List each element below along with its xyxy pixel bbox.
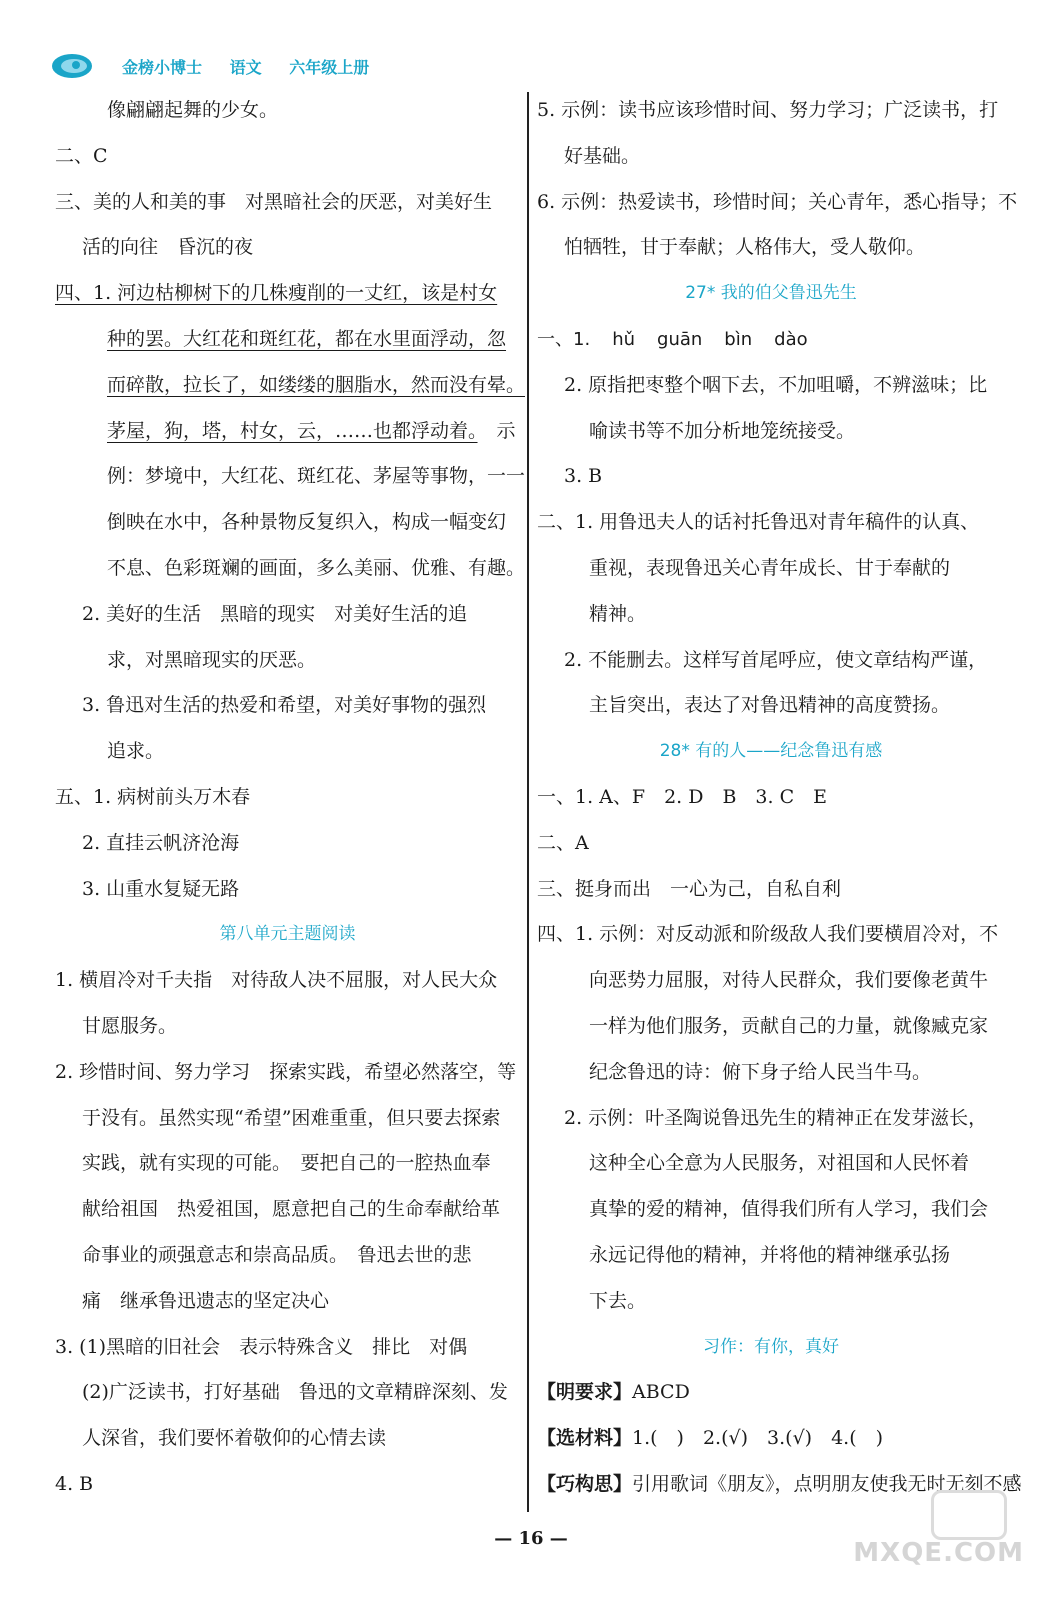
answer-text: 示 (477, 419, 516, 442)
answer-line: 这种全心全意为人民服务，对祖国和人民怀着 (589, 1152, 970, 1175)
answer-line (55, 409, 520, 455)
answer-line: 四、1. 示例：对反动派和阶级敌人我们要横眉冷对，不 (537, 923, 999, 946)
answer-line: 6. 示例：热爱读书，珍惜时间；关心青年，悉心指导；不 (537, 190, 1018, 213)
answer-line (55, 363, 526, 409)
answer-line: 2. 珍惜时间、努力学习 探索实践，希望必然落空，等 (55, 1060, 517, 1083)
page-number: — 16 — (494, 1528, 568, 1549)
pinyin-answer: dào (774, 328, 808, 350)
answer-line: 例：梦境中，大红花、斑红花、茅屋等事物，一一 (107, 465, 526, 488)
answer-line: 1. 横眉冷对千夫指 对待敌人决不屈服，对人民大众 (55, 969, 498, 992)
answer-line: 实践，就有实现的可能。 要把自己的一腔热血奉 (82, 1152, 491, 1175)
answer-line: 纪念鲁迅的诗：俯下身子给人民当牛马。 (589, 1060, 932, 1083)
underlined-text: 而碎散，拉长了，如缕缕的胭脂水，然而没有晕。 (107, 373, 526, 396)
lesson-heading-27: 27* 我的伯父鲁迅先生 (685, 283, 857, 304)
answer-line: 像翩翩起舞的少女。 (107, 99, 279, 121)
answer-line: 活的向往 昏沉的夜 (82, 236, 254, 259)
underlined-text: 种的罢。大红花和斑红花，都在水里面浮动，忽 (107, 327, 507, 350)
answer-line: 求，对黑暗现实的厌恶。 (107, 648, 317, 671)
answer-line: 二、A (537, 831, 589, 854)
answer-line: 2. 直挂云帆济沧海 (82, 831, 240, 854)
column-divider (527, 92, 529, 1512)
answer-line: 倒映在水中，各种景物反复织入，构成一幅变幻 (107, 511, 507, 534)
subject-label: 语文 (229, 57, 262, 77)
answer-line: 3. (1)黑暗的旧社会 表示特殊含义 排比 对偶 (55, 1335, 468, 1358)
answer-line: 主旨突出，表达了对鲁迅精神的高度赞扬。 (589, 694, 951, 717)
answer-line (537, 1370, 1005, 1416)
answer-line: 3. B (564, 465, 603, 488)
answer-line: 重视，表现鲁迅关心青年成长、甘于奉献的 (589, 556, 951, 579)
answer-line: 2. 不能删去。这样写首尾呼应，使文章结构严谨， (564, 648, 988, 671)
section-tag: 【选材料】 (537, 1427, 633, 1450)
answer-line: (2)广泛读书，打好基础 鲁迅的文章精辟深刻、发 (82, 1381, 508, 1404)
answer-text: 引用歌词《朋友》，点明朋友使我无时无刻不感 (632, 1472, 1022, 1495)
answer-line (537, 1416, 1005, 1462)
answer-line: 2. 美好的生活 黑暗的现实 对美好生活的追 (82, 602, 468, 625)
watermark: MXQE.COM (853, 1538, 1024, 1568)
answer-line: 喻读书等不加分析地笼统接受。 (589, 419, 856, 442)
section-tag: 【巧构思】 (537, 1472, 633, 1495)
answer-line: 人深省，我们要怀着敬仰的心情去读 (82, 1427, 387, 1450)
answer-line: 三、美的人和美的事 对黑暗社会的厌恶，对美好生 (55, 190, 493, 213)
answer-text: ABCD (632, 1381, 690, 1404)
question-number: 一、1. (537, 328, 591, 350)
underlined-text: 四、1. 河边枯柳树下的几株瘦削的一丈红，该是村女 (55, 282, 498, 305)
essay-heading: 习作：有你，真好 (703, 1336, 839, 1357)
answer-line (55, 317, 520, 363)
pinyin-answer: guān (657, 328, 703, 350)
answer-line: 二、1. 用鲁迅夫人的话衬托鲁迅对青年稿件的认真、 (537, 511, 980, 534)
answer-line: 真挚的爱的精神，值得我们所有人学习，我们会 (589, 1198, 989, 1221)
left-column (55, 88, 526, 1508)
answer-line: 于没有。虽然实现“希望”困难重重，但只要去探索 (82, 1106, 501, 1129)
answer-line: 五、1. 病树前头万木春 (55, 785, 251, 808)
answer-line: 3. 鲁迅对生活的热爱和希望，对美好事物的强烈 (82, 694, 487, 717)
answer-line: 一、1. A、F 2. D B 3. C E (537, 785, 828, 808)
pinyin-line (537, 317, 1005, 363)
grade-label: 六年级上册 (289, 57, 370, 77)
answer-line: 下去。 (589, 1289, 647, 1312)
answer-line: 甘愿服务。 (82, 1014, 178, 1037)
brand-name: 金榜小博士 (122, 57, 203, 77)
answer-line: 精神。 (589, 602, 647, 625)
section-tag: 【明要求】 (537, 1381, 633, 1404)
answer-line: 怕牺牲，甘于奉献；人格伟大，受人敬仰。 (564, 236, 926, 259)
answer-line: 献给祖国 热爱祖国，愿意把自己的生命奉献给革 (82, 1198, 501, 1221)
page-header (50, 48, 391, 84)
answer-line: 痛 继承鲁迅遗志的坚定决心 (82, 1289, 330, 1312)
answer-line: 命事业的顽强意志和崇高品质。 鲁迅去世的悲 (82, 1243, 472, 1266)
answer-line: 永远记得他的精神，并将他的精神继承弘扬 (589, 1243, 951, 1266)
brand-logo-icon (50, 51, 94, 81)
answer-line: 追求。 (107, 740, 165, 763)
answer-line: 不息、色彩斑斓的画面，多么美丽、优雅、有趣。 (107, 556, 526, 579)
answer-line: 5. 示例：读书应该珍惜时间、努力学习；广泛读书，打 (537, 99, 999, 121)
pinyin-answer: bìn (724, 328, 753, 350)
answer-line (55, 271, 520, 317)
section-heading: 第八单元主题阅读 (219, 924, 356, 945)
watermark-logo-icon (931, 1490, 1007, 1540)
answer-line: 2. 示例：叶圣陶说鲁迅先生的精神正在发芽滋长， (564, 1106, 988, 1129)
pinyin-answer: hǔ (612, 328, 636, 350)
answer-line: 3. 山重水复疑无路 (82, 877, 240, 900)
answer-line: 好基础。 (564, 144, 641, 167)
underlined-text: 茅屋，狗，塔，村女，云，……也都浮动着。 (107, 419, 478, 442)
answer-line: 向恶势力屈服，对待人民群众，我们要像老黄牛 (589, 969, 989, 992)
answer-line: 2. 原指把枣整个咽下去，不加咀嚼，不辨滋味；比 (564, 373, 988, 396)
lesson-heading-28: 28* 有的人——纪念鲁迅有感 (659, 741, 883, 762)
answer-line: 二、C (55, 144, 108, 167)
answer-line: 三、挺身而出 一心为己，自私自利 (537, 877, 842, 900)
right-column (537, 88, 1022, 1508)
answer-line: 一样为他们服务，贡献自己的力量，就像臧克家 (589, 1014, 989, 1037)
answer-text: 1.( ) 2.(√) 3.(√) 4.( ) (632, 1427, 884, 1450)
answer-line: 4. B (55, 1472, 94, 1495)
